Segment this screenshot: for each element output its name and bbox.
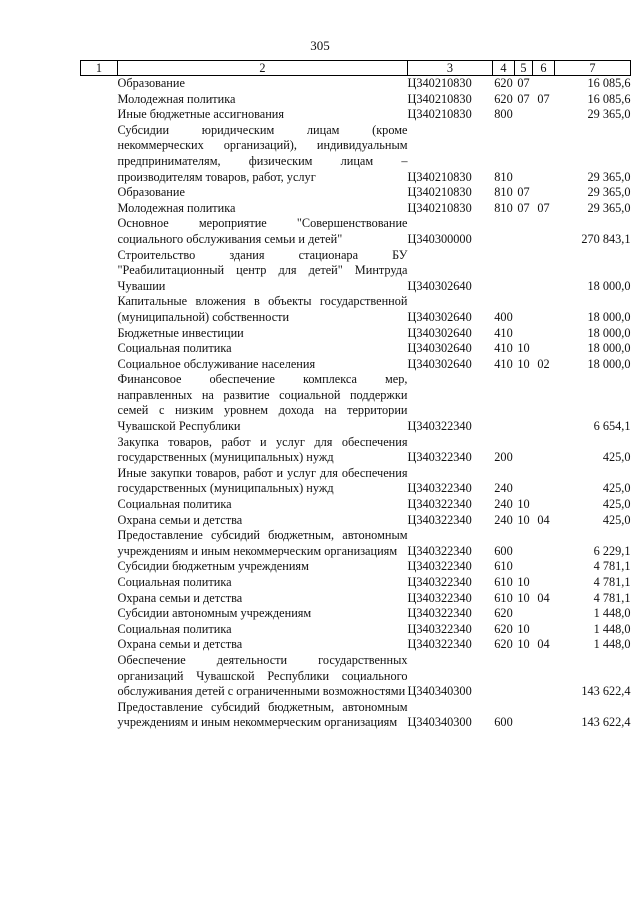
header-col-1: 1 — [81, 61, 118, 76]
row-rz-cell: 10 — [517, 497, 530, 512]
row-vr-cell: 620 — [494, 621, 513, 636]
row-amount-cell: 18 000,0 — [587, 278, 631, 293]
row-code-cell: Ц340322340 — [407, 543, 472, 558]
row-code-cell: Ц340210830 — [407, 107, 472, 122]
row-pr-cell: 02 — [537, 356, 550, 371]
row-rz-cell: 10 — [517, 512, 530, 527]
row-empty-cell — [81, 513, 118, 529]
row-pr-cell — [533, 216, 555, 247]
row-empty-cell — [81, 294, 118, 325]
table-row — [81, 76, 631, 92]
row-vr-cell: 620 — [494, 76, 513, 90]
table-row — [81, 622, 631, 638]
row-empty-cell — [81, 185, 118, 201]
row-amount-cell: 29 365,0 — [587, 169, 631, 184]
header-col-4: 4 — [493, 61, 515, 76]
row-name-cell: Социальная политика — [117, 621, 232, 636]
row-vr-cell: 620 — [494, 91, 513, 106]
row-rz-cell: 10 — [517, 341, 530, 356]
row-rz-cell — [515, 107, 533, 123]
row-pr-cell: 04 — [537, 590, 550, 605]
row-empty-cell — [81, 357, 118, 373]
row-amount-cell: 18 000,0 — [587, 309, 631, 324]
table-row — [81, 497, 631, 513]
header-col-5: 5 — [515, 61, 533, 76]
row-empty-cell — [81, 528, 118, 559]
table-row — [81, 528, 631, 559]
row-code-cell: Ц340322340 — [407, 450, 472, 465]
row-amount-cell: 425,0 — [602, 512, 631, 527]
row-code-cell: Ц340302640 — [407, 356, 472, 371]
row-vr-cell: 800 — [494, 107, 513, 122]
row-code-cell: Ц340322340 — [407, 621, 472, 636]
row-pr-cell: 07 — [537, 91, 550, 106]
row-vr-cell: 620 — [494, 606, 513, 621]
row-rz-cell: 07 — [517, 185, 530, 200]
row-rz-cell: 10 — [517, 575, 530, 589]
table-row — [81, 294, 631, 325]
row-rz-cell — [515, 372, 533, 434]
row-code-cell: Ц340210830 — [407, 76, 472, 90]
row-name-cell: Основное мероприятие "Совершенствование социального обслуживания семьи и детей" — [117, 216, 408, 246]
row-code-cell: Ц340340300 — [407, 715, 472, 730]
header-col-2: 2 — [118, 61, 408, 76]
row-name-cell: Социальное обслуживание населения — [117, 356, 316, 371]
row-code-cell: Ц340322340 — [407, 512, 472, 527]
row-name-cell: Охрана семьи и детства — [117, 637, 243, 652]
row-code-cell: Ц340322340 — [407, 637, 472, 652]
row-pr-cell — [533, 575, 555, 591]
row-pr-cell: 07 — [537, 200, 550, 215]
row-amount-cell: 270 843,1 — [581, 231, 631, 246]
row-rz-cell: 07 — [517, 200, 530, 215]
row-empty-cell — [81, 76, 118, 92]
row-code-cell: Ц340302640 — [407, 278, 472, 293]
row-empty-cell — [81, 497, 118, 513]
row-empty-cell — [81, 653, 118, 700]
row-vr-cell: 410 — [494, 356, 513, 371]
row-amount-cell: 425,0 — [602, 450, 631, 465]
row-empty-cell — [81, 248, 118, 295]
row-rz-cell — [515, 559, 533, 575]
row-name-cell: Строительство здания стационара БУ "Реабилитационный центр для детей" Минтруда Чувашии — [117, 247, 408, 293]
row-amount-cell: 143 622,4 — [581, 715, 631, 730]
row-rz-cell — [515, 294, 533, 325]
row-name-cell: Охрана семьи и детства — [117, 512, 243, 527]
row-code-cell: Ц340322340 — [407, 575, 472, 589]
row-pr-cell — [533, 248, 555, 295]
row-name-cell: Образование — [117, 76, 185, 90]
row-amount-cell: 6 654,1 — [593, 419, 631, 434]
row-rz-cell — [515, 216, 533, 247]
row-pr-cell — [533, 622, 555, 638]
row-name-cell: Образование — [117, 185, 185, 200]
row-vr-cell: 610 — [494, 590, 513, 605]
row-amount-cell: 4 781,1 — [593, 590, 631, 605]
row-vr-cell: 810 — [494, 200, 513, 215]
table-row — [81, 591, 631, 607]
row-pr-cell — [533, 528, 555, 559]
row-pr-cell — [533, 466, 555, 497]
row-vr-cell — [493, 248, 515, 295]
row-amount-cell: 18 000,0 — [587, 325, 631, 340]
header-col-6: 6 — [533, 61, 555, 76]
row-amount-cell: 143 622,4 — [581, 684, 631, 699]
row-empty-cell — [81, 700, 118, 731]
row-name-cell: Молодежная политика — [117, 91, 236, 106]
row-rz-cell: 10 — [517, 637, 530, 652]
row-code-cell: Ц340210830 — [407, 91, 472, 106]
row-name-cell: Предоставление субсидий бюджетным, автономным учреждениям и иным некоммерческим организациям — [117, 528, 408, 558]
row-empty-cell — [81, 466, 118, 497]
row-empty-cell — [81, 606, 118, 622]
row-empty-cell — [81, 107, 118, 123]
row-code-cell: Ц340210830 — [407, 185, 472, 200]
row-empty-cell — [81, 92, 118, 108]
row-name-cell: Бюджетные инвестиции — [117, 325, 244, 340]
row-rz-cell: 07 — [517, 91, 530, 106]
table-row — [81, 575, 631, 591]
header-col-3: 3 — [408, 61, 493, 76]
row-code-cell: Ц340322340 — [407, 590, 472, 605]
row-pr-cell — [533, 606, 555, 622]
table-row — [81, 637, 631, 653]
budget-table — [80, 60, 631, 731]
row-rz-cell — [515, 700, 533, 731]
row-rz-cell: 07 — [517, 76, 530, 90]
row-pr-cell: 04 — [537, 512, 550, 527]
row-name-cell: Финансовое обеспечение комплекса мер, направленных на развитие социальной поддержки семей с низким уровнем дохода на территории Чувашской Республики — [117, 372, 408, 434]
row-vr-cell: 240 — [494, 497, 513, 512]
row-empty-cell — [81, 341, 118, 357]
row-empty-cell — [81, 622, 118, 638]
row-pr-cell — [533, 559, 555, 575]
table-row — [81, 341, 631, 357]
table-row — [81, 606, 631, 622]
row-code-cell: Ц340322340 — [407, 481, 472, 496]
row-code-cell: Ц340302640 — [407, 325, 472, 340]
table-row — [81, 92, 631, 108]
header-col-7: 7 — [555, 61, 631, 76]
row-rz-cell — [515, 653, 533, 700]
row-code-cell: Ц340322340 — [407, 497, 472, 512]
row-amount-cell: 16 085,6 — [587, 91, 631, 106]
row-vr-cell — [493, 216, 515, 247]
row-empty-cell — [81, 372, 118, 434]
table-row — [81, 435, 631, 466]
row-amount-cell: 425,0 — [602, 481, 631, 496]
row-vr-cell: 600 — [494, 543, 513, 558]
row-pr-cell — [533, 123, 555, 185]
row-vr-cell: 810 — [494, 185, 513, 200]
page-number: 305 — [310, 38, 330, 53]
row-name-cell: Иные бюджетные ассигнования — [117, 107, 285, 122]
row-vr-cell: 810 — [494, 169, 513, 184]
row-vr-cell — [493, 372, 515, 434]
row-pr-cell — [533, 372, 555, 434]
table-row — [81, 216, 631, 247]
row-amount-cell: 29 365,0 — [587, 185, 631, 200]
row-rz-cell: 10 — [517, 621, 530, 636]
table-row — [81, 466, 631, 497]
row-code-cell: Ц340340300 — [407, 684, 472, 699]
row-amount-cell: 1 448,0 — [593, 637, 631, 652]
row-vr-cell: 410 — [494, 325, 513, 340]
row-name-cell: Предоставление субсидий бюджетным, автономным учреждениям и иным некоммерческим организациям — [117, 699, 408, 730]
row-amount-cell: 4 781,1 — [593, 575, 631, 589]
table-row — [81, 248, 631, 295]
row-name-cell: Охрана семьи и детства — [117, 590, 243, 605]
row-vr-cell: 620 — [494, 637, 513, 652]
row-empty-cell — [81, 201, 118, 217]
row-rz-cell — [515, 326, 533, 342]
row-pr-cell — [533, 653, 555, 700]
table-row — [81, 326, 631, 342]
row-amount-cell: 1 448,0 — [593, 621, 631, 636]
row-vr-cell: 410 — [494, 341, 513, 356]
row-rz-cell — [515, 248, 533, 295]
row-amount-cell: 29 365,0 — [587, 107, 631, 122]
row-amount-cell: 1 448,0 — [593, 606, 631, 621]
row-amount-cell: 4 781,1 — [593, 559, 631, 574]
row-vr-cell: 240 — [494, 481, 513, 496]
row-pr-cell — [533, 341, 555, 357]
row-code-cell: Ц340322340 — [407, 419, 472, 434]
row-empty-cell — [81, 216, 118, 247]
row-name-cell: Закупка товаров, работ и услуг для обеспечения государственных (муниципальных) нужд — [117, 434, 408, 465]
table-row — [81, 513, 631, 529]
row-code-cell: Ц340322340 — [407, 559, 472, 574]
row-rz-cell — [515, 435, 533, 466]
table-row — [81, 123, 631, 185]
row-amount-cell: 425,0 — [602, 497, 631, 512]
row-name-cell: Капитальные вложения в объекты государственной (муниципальной) собственности — [117, 294, 408, 324]
row-pr-cell — [533, 76, 555, 92]
table-header-row — [81, 61, 631, 76]
row-empty-cell — [81, 326, 118, 342]
row-rz-cell: 10 — [517, 356, 530, 371]
row-name-cell: Субсидии бюджетным учреждениям — [117, 559, 309, 574]
table-row — [81, 372, 631, 434]
row-vr-cell: 600 — [494, 715, 513, 730]
row-pr-cell — [533, 326, 555, 342]
row-pr-cell — [533, 107, 555, 123]
row-amount-cell: 16 085,6 — [587, 76, 631, 90]
row-vr-cell: 400 — [494, 309, 513, 324]
row-amount-cell: 29 365,0 — [587, 200, 631, 215]
row-name-cell: Иные закупки товаров, работ и услуг для обеспечения государственных (муниципальных) нужд — [117, 465, 408, 496]
row-empty-cell — [81, 559, 118, 575]
row-amount-cell: 18 000,0 — [587, 341, 631, 356]
row-empty-cell — [81, 435, 118, 466]
row-name-cell: Обеспечение деятельности государственных организаций Чувашской Республики социального обслуживания детей с ограниченными возможностями — [117, 652, 408, 699]
row-pr-cell — [533, 185, 555, 201]
row-name-cell: Молодежная политика — [117, 200, 236, 215]
row-empty-cell — [81, 591, 118, 607]
row-name-cell: Социальная политика — [117, 341, 232, 356]
row-amount-cell: 18 000,0 — [587, 356, 631, 371]
row-name-cell: Социальная политика — [117, 575, 232, 589]
table-row — [81, 201, 631, 217]
table-row — [81, 559, 631, 575]
row-empty-cell — [81, 123, 118, 185]
row-rz-cell — [515, 528, 533, 559]
row-vr-cell — [493, 653, 515, 700]
row-name-cell: Субсидии юридическим лицам (кроме некоммерческих организаций), индивидуальным предпринимателям, физическим лицам – производителям товаров, работ, услуг — [117, 122, 408, 184]
row-code-cell: Ц340302640 — [407, 309, 472, 324]
row-pr-cell — [533, 497, 555, 513]
row-name-cell: Субсидии автономным учреждениям — [117, 606, 312, 621]
row-code-cell: Ц340300000 — [407, 231, 472, 246]
row-code-cell: Ц340210830 — [407, 200, 472, 215]
row-vr-cell: 610 — [494, 575, 513, 589]
row-empty-cell — [81, 575, 118, 591]
table-row — [81, 653, 631, 700]
row-vr-cell: 200 — [494, 450, 513, 465]
row-vr-cell: 240 — [494, 512, 513, 527]
row-rz-cell: 10 — [517, 590, 530, 605]
row-pr-cell: 04 — [537, 637, 550, 652]
row-amount-cell: 6 229,1 — [593, 543, 631, 558]
row-code-cell: Ц340322340 — [407, 606, 472, 621]
table-row — [81, 107, 631, 123]
row-empty-cell — [81, 637, 118, 653]
row-vr-cell: 610 — [494, 559, 513, 574]
row-pr-cell — [533, 294, 555, 325]
row-name-cell: Социальная политика — [117, 497, 232, 512]
table-row — [81, 700, 631, 731]
table-row — [81, 357, 631, 373]
row-code-cell: Ц340302640 — [407, 341, 472, 356]
row-pr-cell — [533, 435, 555, 466]
row-rz-cell — [515, 606, 533, 622]
row-rz-cell — [515, 123, 533, 185]
table-row — [81, 185, 631, 201]
row-pr-cell — [533, 700, 555, 731]
row-rz-cell — [515, 466, 533, 497]
row-code-cell: Ц340210830 — [407, 169, 472, 184]
